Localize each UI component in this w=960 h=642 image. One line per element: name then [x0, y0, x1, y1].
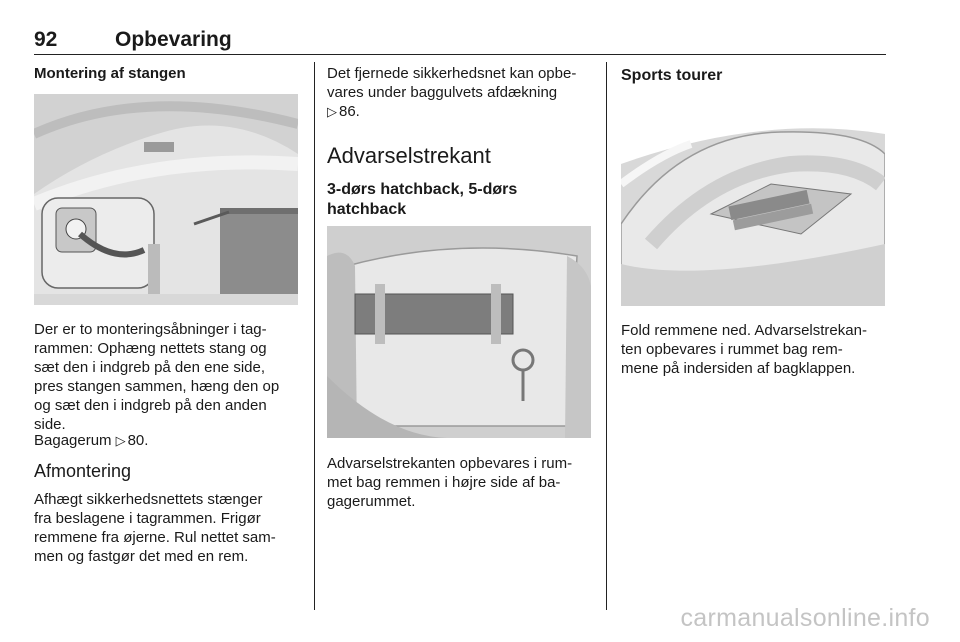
text-line: Fold remmene ned. Advarselstrekan-: [621, 322, 867, 339]
section-title: Opbevaring: [115, 28, 232, 51]
text-line: mene på indersiden af bagklappen.: [621, 360, 856, 377]
reference-page: 86.: [339, 103, 360, 120]
text-line: fra beslagene i tagrammen. Frigør: [34, 510, 261, 527]
removal-instructions-paragraph: [34, 490, 306, 566]
text-line: Afhægt sikkerhedsnettets stænger: [34, 491, 263, 508]
watermark-text: carmanualsonline.info: [680, 604, 930, 632]
reference-label: Bagagerum: [34, 432, 112, 449]
page-reference-arrow-icon: ▷: [327, 104, 337, 119]
text-line: gagerummet.: [327, 493, 416, 510]
page-number: 92: [34, 28, 58, 51]
heading-warning-triangle: Advarselstrekant: [327, 143, 491, 168]
column-divider-2: [606, 62, 607, 610]
luggage-compartment-reference[interactable]: [34, 431, 148, 450]
text-line: side.: [34, 416, 66, 433]
text-line: og sæt den i indgreb på den anden: [34, 397, 267, 414]
page-reference-arrow-icon: ▷: [115, 433, 126, 448]
text-line: sæt den i indgreb på den ene side,: [34, 359, 265, 376]
net-storage-paragraph: [327, 64, 597, 121]
sports-tourer-caption: [621, 321, 891, 378]
text-line: ten opbevares i rummet bag rem-: [621, 341, 843, 358]
tailgate-interior-illustration: [621, 94, 885, 306]
header-rule: [34, 54, 886, 55]
text-line: rammen: Ophæng nettets stang og: [34, 340, 267, 357]
warning-triangle-caption: [327, 454, 597, 511]
heading-sports-tourer: Sports tourer: [621, 67, 723, 84]
roof-rail-mount-illustration: [34, 94, 298, 305]
heading-mounting-rod: Montering af stangen: [34, 65, 186, 82]
text-line: Advarselstrekanten opbevares i rum-: [327, 455, 573, 472]
text-line: Der er to monteringsåbninger i tag-: [34, 321, 267, 338]
text-line: remmene fra øjerne. Rul nettet sam-: [34, 529, 276, 546]
text-line: Det fjernede sikkerhedsnet kan opbe-: [327, 65, 577, 82]
subheading-hatchback: [327, 180, 517, 220]
warning-triangle-storage-illustration: [327, 226, 591, 438]
column-divider-1: [314, 62, 315, 610]
heading-removal: Afmontering: [34, 461, 132, 481]
reference-page: 80.: [127, 432, 149, 449]
text-line: pres stangen sammen, hæng den op: [34, 378, 280, 395]
text-line: men og fastgør det med en rem.: [34, 548, 249, 565]
subheading-line: hatchback: [327, 201, 407, 218]
mounting-instructions-paragraph: [34, 320, 306, 434]
underfloor-reference[interactable]: [327, 102, 597, 121]
subheading-line: 3-dørs hatchback, 5-dørs: [327, 181, 518, 198]
text-line: vares under baggulvets afdækning: [327, 84, 558, 101]
text-line: met bag remmen i højre side af ba-: [327, 474, 561, 491]
